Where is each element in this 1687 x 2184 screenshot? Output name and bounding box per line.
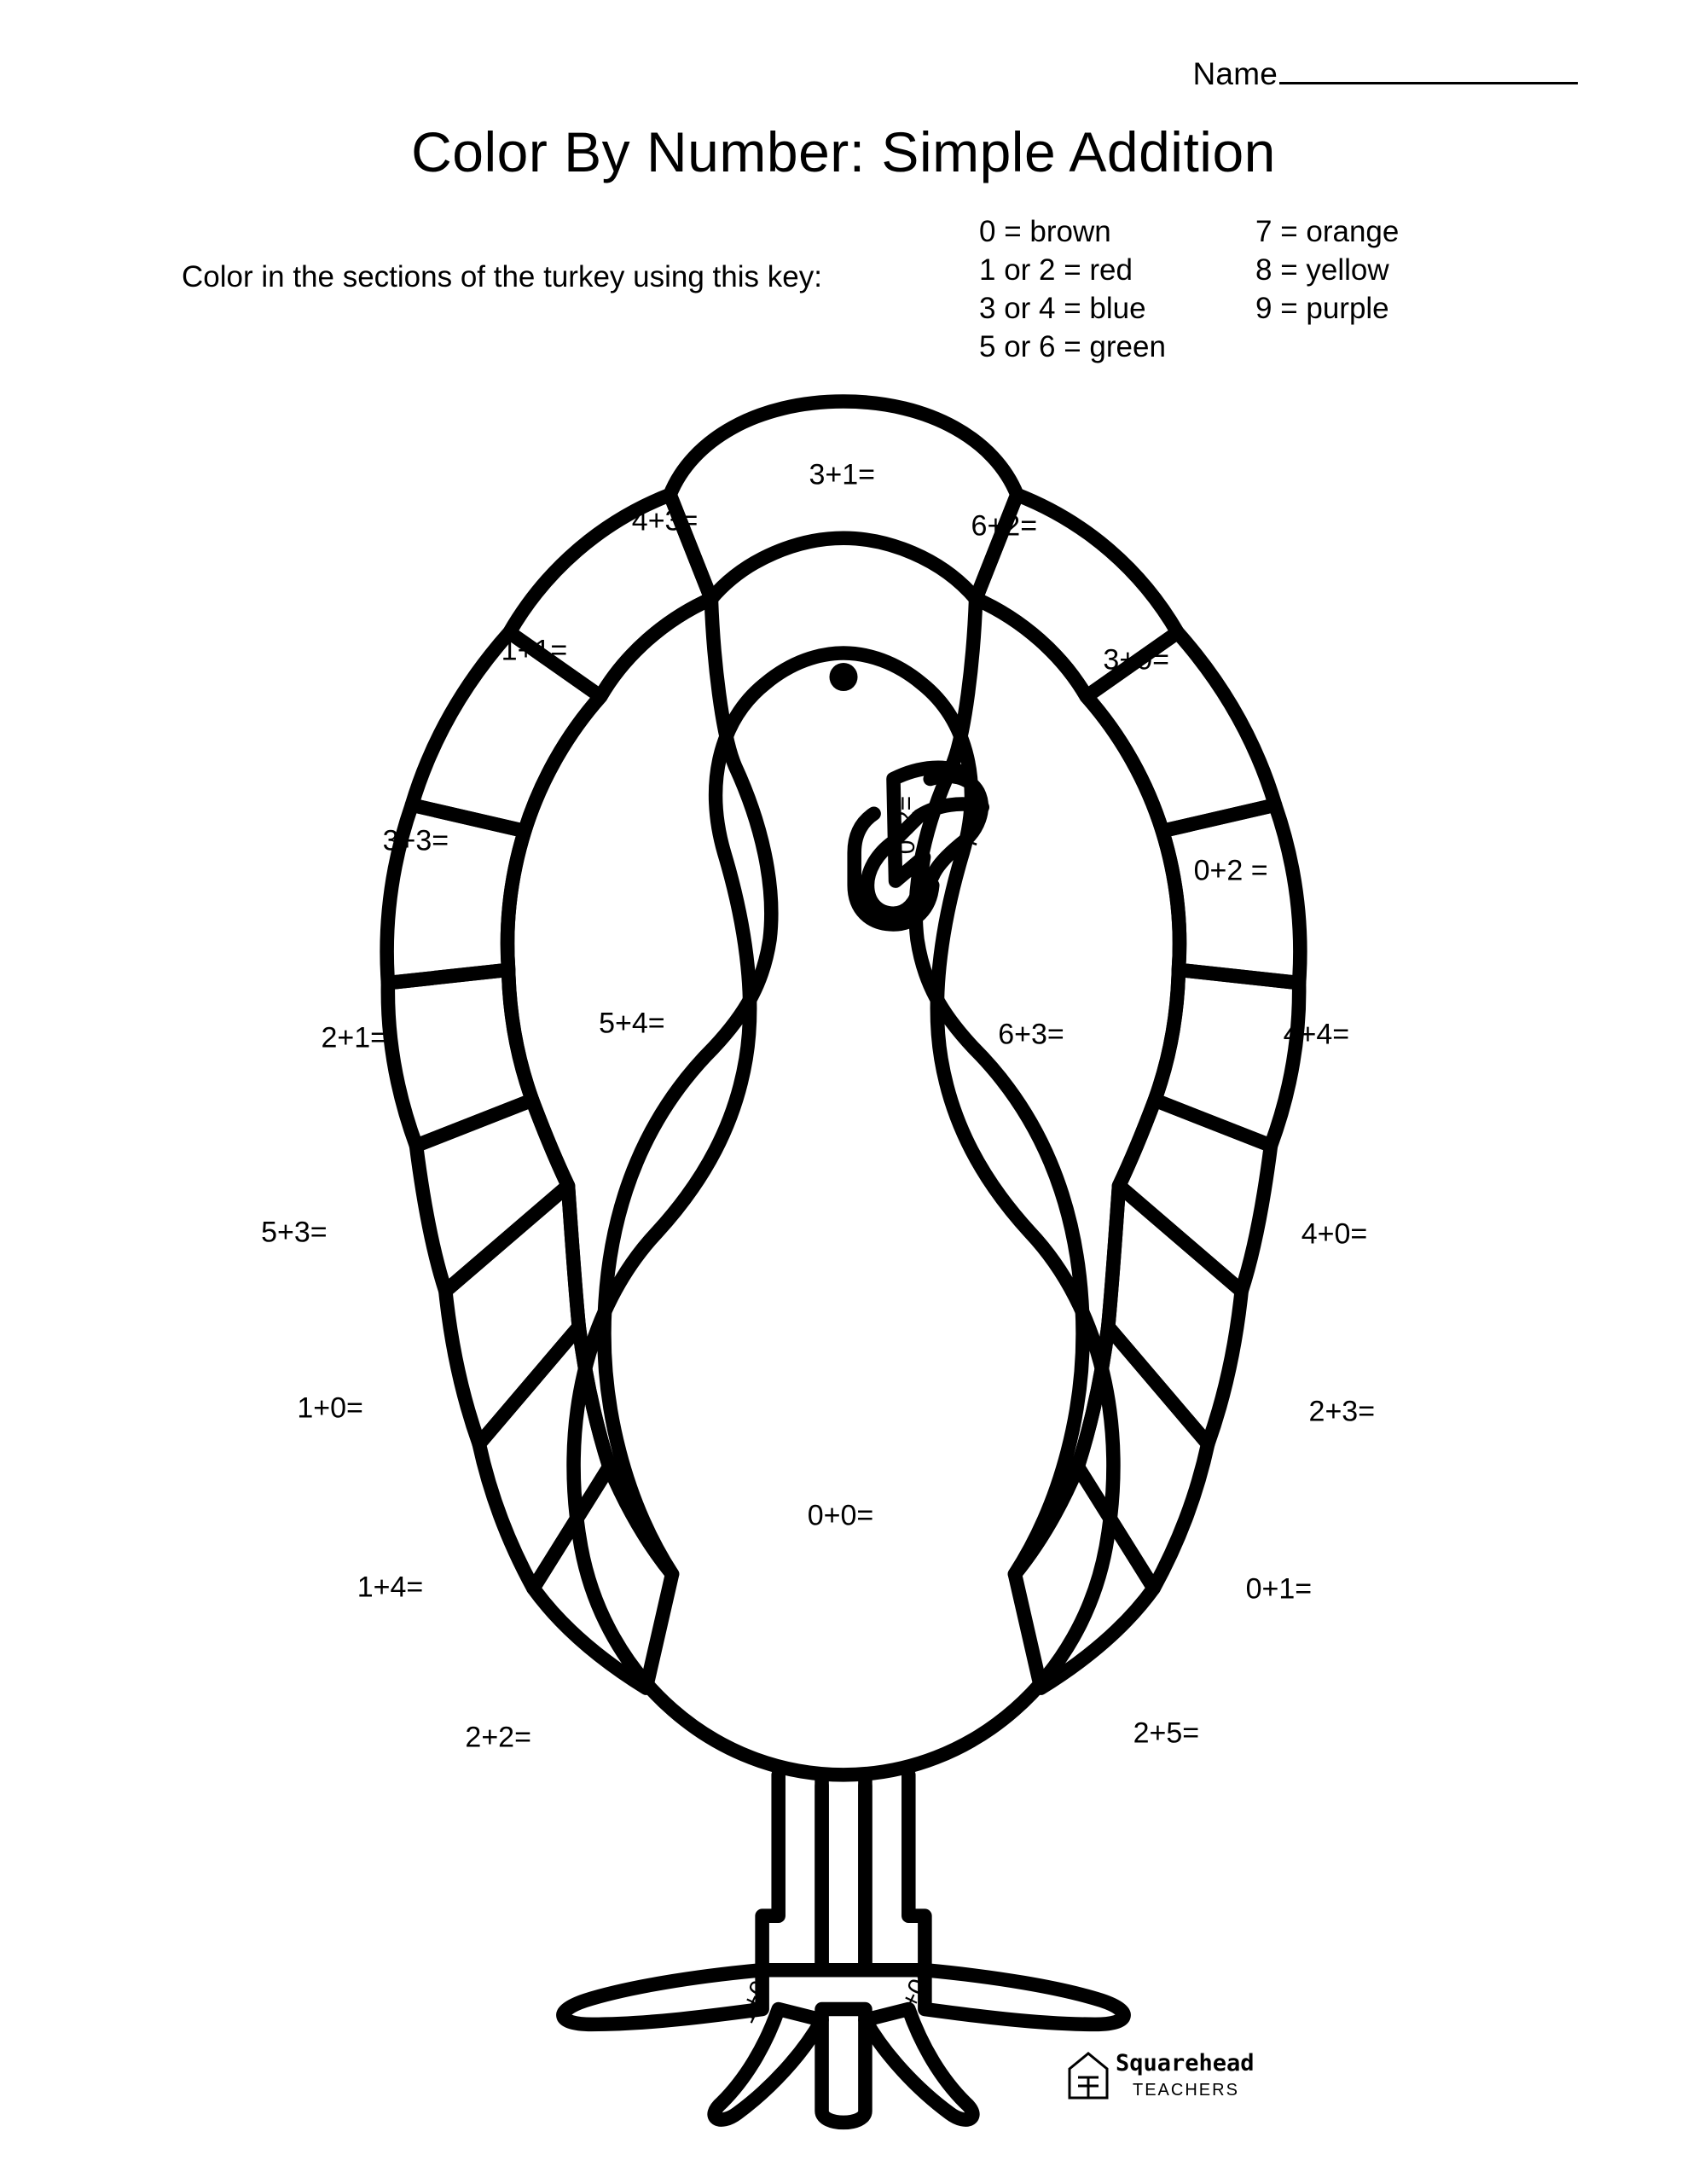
- problem-label: 2+3=: [1308, 1395, 1376, 1428]
- problem-label: 0+1=: [1245, 1572, 1313, 1606]
- color-key-left-column: [979, 215, 1166, 369]
- problem-label: 4+4=: [1283, 1018, 1350, 1050]
- problem-label: 0+2=: [891, 796, 920, 855]
- problem-label: 7+1=: [954, 788, 994, 851]
- problem-label: 3+0=: [1103, 643, 1169, 677]
- name-label: Name: [1192, 56, 1278, 91]
- house-icon: [1066, 2048, 1110, 2101]
- name-blank-line[interactable]: [1279, 56, 1578, 84]
- name-field-line: [1193, 56, 1579, 92]
- problem-label: 0+2 =: [1193, 854, 1268, 887]
- color-key-right-column: [1255, 215, 1399, 330]
- publisher-logo: [1066, 2043, 1279, 2129]
- problem-label: 1+4=: [357, 1571, 424, 1604]
- key-item: 7 = orange: [1255, 215, 1400, 248]
- key-item: 1 or 2 = red: [979, 253, 1133, 287]
- problem-label: 6+2=: [971, 509, 1038, 543]
- problem-label: 0+0=: [807, 1499, 874, 1532]
- problem-label: 3+3=: [382, 824, 449, 857]
- problem-label: 5+3=: [261, 1216, 328, 1249]
- problem-label: 6+3=: [998, 1018, 1064, 1050]
- problem-label: 2+2=: [465, 1721, 531, 1753]
- instruction-text: Color in the sections of the turkey using this key:: [182, 260, 822, 293]
- key-item: 8 = yellow: [1255, 253, 1389, 287]
- problem-label: 2+1=: [321, 1021, 387, 1054]
- logo-wordmark: Squarehead: [1116, 2050, 1255, 2077]
- problem-label: 4+3=: [631, 504, 699, 537]
- problem-label: 1+1=: [501, 634, 568, 667]
- problem-label: 4+0=: [1301, 1217, 1368, 1251]
- problem-label: 1+0=: [297, 1391, 363, 1425]
- logo-subtext: TEACHERS: [1133, 2081, 1239, 2100]
- problem-label: 3+1=: [809, 458, 875, 491]
- page-title: Color By Number: Simple Addition: [411, 120, 1276, 183]
- key-item: 3 or 4 = blue: [979, 292, 1146, 325]
- problem-label: 5+4=: [599, 1007, 665, 1040]
- key-item: 0 = brown: [979, 215, 1111, 248]
- problem-label: 1+0=: [731, 1963, 781, 2029]
- problem-label: 1+0=: [890, 1961, 941, 2027]
- turkey-coloring-artwork: [93, 375, 1594, 2133]
- key-item: 9 = purple: [1255, 292, 1389, 325]
- problem-label: 2+5=: [1133, 1716, 1200, 1750]
- key-item: 5 or 6 = green: [979, 330, 1166, 363]
